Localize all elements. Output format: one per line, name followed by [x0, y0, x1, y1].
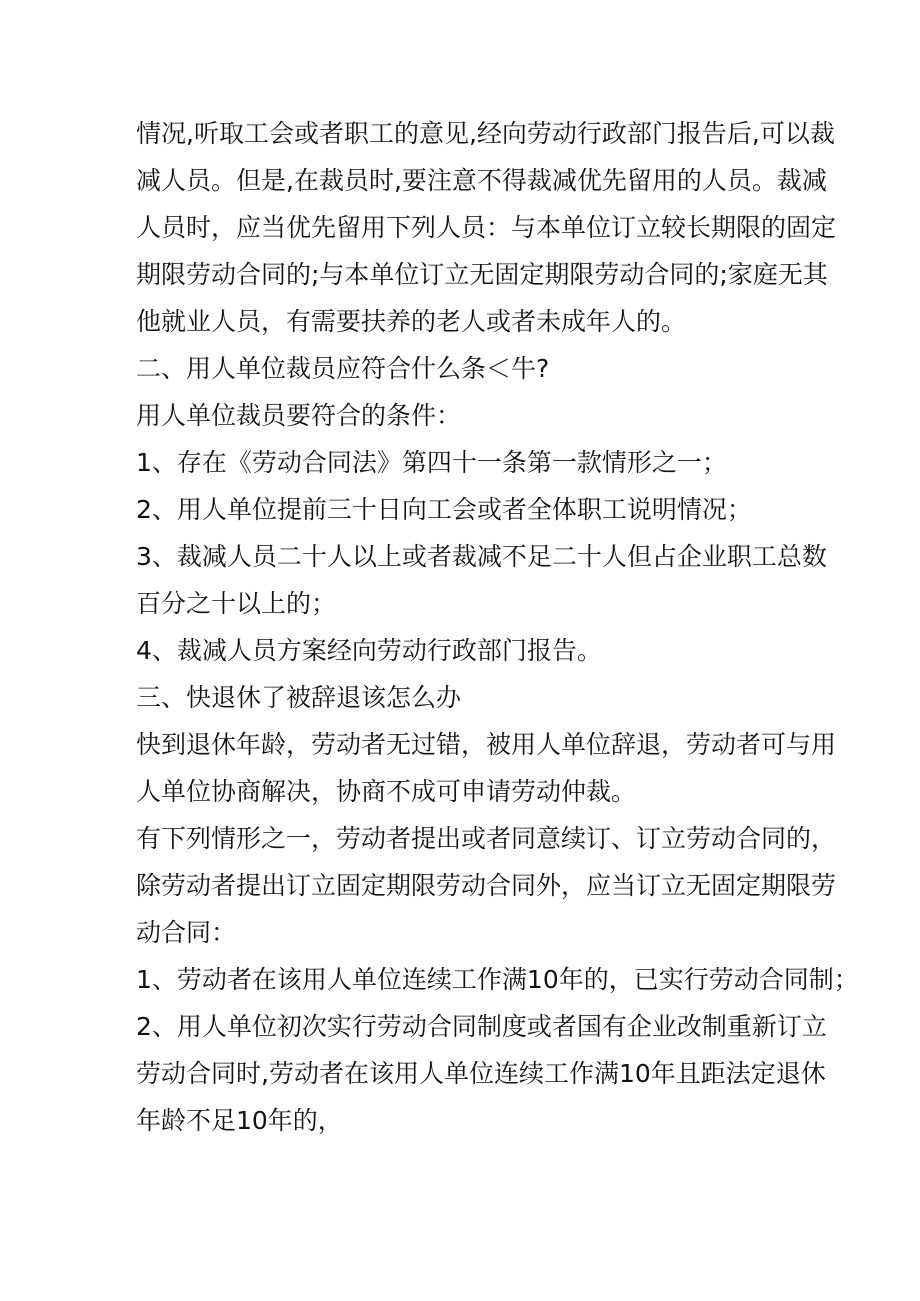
list-item-b1: 1、劳动者在该用人单位连续工作满10年的，已实行劳动合同制；	[136, 965, 859, 994]
list-item-3: 3、裁减人员二十人以上或者裁减不足二十人但占企业职工总数	[136, 542, 827, 571]
list-item-4: 4、裁减人员方案经向劳动行政部门报告。	[136, 636, 602, 665]
text-line-14: 快到退休年龄，劳动者无过错，被用人单位辞退，劳动者可与用	[136, 730, 837, 759]
text-line-5: 他就业人员，有需要扶养的老人或者未成年人的。	[136, 307, 687, 336]
list-item-b2: 2、用人单位初次实行劳动合同制度或者国有企业改制重新订立	[136, 1012, 827, 1041]
list-item-2: 2、用人单位提前三十日向工会或者全体职工说明情况；	[136, 495, 752, 524]
text-line-7: 用人单位裁员要符合的条件：	[136, 401, 462, 430]
section-heading-3: 三、快退休了被辞退该怎么办	[136, 683, 462, 712]
text-line-17: 除劳动者提出订立固定期限劳动合同外，应当订立无固定期限劳	[136, 871, 837, 900]
list-item-b2-cont2: 年龄不足10年的，	[136, 1106, 343, 1135]
text-line-2: 减人员。但是,在裁员时,要注意不得裁减优先留用的人员。裁减	[136, 166, 827, 195]
text-line-3: 人员时，应当优先留用下列人员：与本单位订立较长期限的固定	[136, 213, 837, 242]
list-item-b2-cont1: 劳动合同时,劳动者在该用人单位连续工作满10年且距法定退休	[136, 1059, 826, 1088]
document-body	[136, 110, 859, 1144]
text-line-4: 期限劳动合同的;与本单位订立无固定期限劳动合同的;家庭无其	[136, 260, 828, 289]
text-line-1: 情况,听取工会或者职工的意见,经向劳动行政部门报告后,可以裁	[136, 119, 835, 148]
text-line-15: 人单位协商解决，协商不成可申请劳动仲裁。	[136, 777, 637, 806]
list-item-3-cont: 百分之十以上的；	[136, 589, 337, 618]
section-heading-2: 二、用人单位裁员应符合什么条＜牛?	[136, 354, 550, 383]
text-line-16: 有下列情形之一，劳动者提出或者同意续订、订立劳动合同的，	[136, 824, 837, 853]
text-line-18: 动合同：	[136, 918, 237, 947]
list-item-1: 1、存在《劳动合同法》第四十一条第一款情形之一；	[136, 448, 727, 477]
